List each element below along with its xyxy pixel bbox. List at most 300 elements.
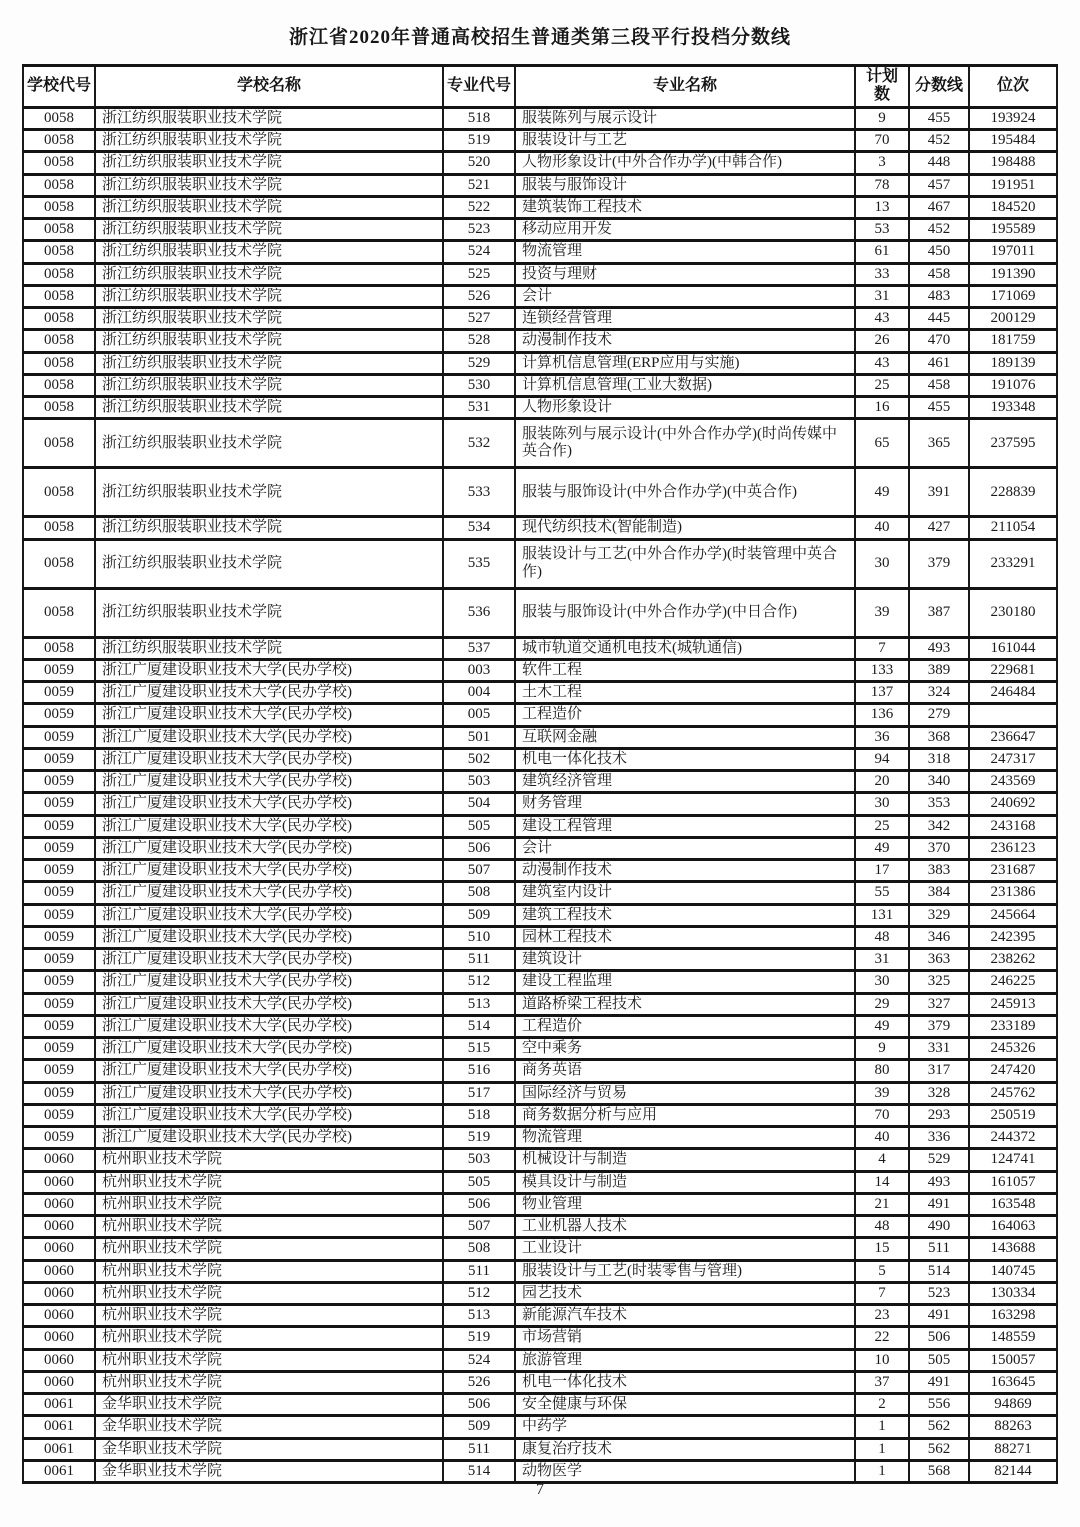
score-line-cell: 458 <box>909 374 969 396</box>
rank-cell: 88263 <box>969 1416 1057 1438</box>
school-code-cell: 0059 <box>23 1015 95 1037</box>
major-code-cell: 507 <box>443 860 515 882</box>
major-name-cell: 服装设计与工艺(时装零售与管理) <box>515 1260 855 1282</box>
school-code-cell: 0059 <box>23 1038 95 1060</box>
rank-cell: 236647 <box>969 726 1057 748</box>
score-line-cell: 467 <box>909 196 969 218</box>
school-code-cell: 0060 <box>23 1282 95 1304</box>
major-code-cell: 524 <box>443 1349 515 1371</box>
score-line-cell: 427 <box>909 517 969 539</box>
school-code-cell: 0059 <box>23 904 95 926</box>
plan-count-cell: 31 <box>855 949 909 971</box>
table-row <box>23 993 1057 1015</box>
major-code-cell: 512 <box>443 971 515 993</box>
rank-cell: 171069 <box>969 285 1057 307</box>
school-code-cell: 0058 <box>23 196 95 218</box>
major-code-cell: 519 <box>443 130 515 152</box>
school-name-cell: 浙江广厦建设职业技术大学(民办学校) <box>95 949 443 971</box>
rank-cell: 161057 <box>969 1171 1057 1193</box>
table-row <box>23 949 1057 971</box>
table-row <box>23 517 1057 539</box>
school-name-cell: 金华职业技术学院 <box>95 1394 443 1416</box>
score-line-cell: 491 <box>909 1305 969 1327</box>
major-name-cell: 建设工程监理 <box>515 971 855 993</box>
major-code-cell: 503 <box>443 771 515 793</box>
school-name-cell: 浙江广厦建设职业技术大学(民办学校) <box>95 1082 443 1104</box>
school-code-cell: 0058 <box>23 152 95 174</box>
school-name-cell: 杭州职业技术学院 <box>95 1327 443 1349</box>
school-code-cell: 0060 <box>23 1260 95 1282</box>
rank-cell: 148559 <box>969 1327 1057 1349</box>
school-code-cell: 0060 <box>23 1149 95 1171</box>
school-name-cell: 杭州职业技术学院 <box>95 1305 443 1327</box>
plan-count-cell: 36 <box>855 726 909 748</box>
plan-count-cell: 40 <box>855 1127 909 1149</box>
major-name-cell: 工业机器人技术 <box>515 1216 855 1238</box>
major-name-cell: 商务数据分析与应用 <box>515 1104 855 1126</box>
rank-cell: 242395 <box>969 926 1057 948</box>
school-code-cell: 0059 <box>23 993 95 1015</box>
major-code-cell: 510 <box>443 926 515 948</box>
rank-cell: 193348 <box>969 397 1057 419</box>
major-name-cell: 新能源汽车技术 <box>515 1305 855 1327</box>
table-row <box>23 1371 1057 1393</box>
rank-cell: 94869 <box>969 1394 1057 1416</box>
school-name-cell: 浙江广厦建设职业技术大学(民办学校) <box>95 904 443 926</box>
plan-count-cell: 49 <box>855 837 909 859</box>
major-name-cell: 动漫制作技术 <box>515 330 855 352</box>
plan-count-cell: 136 <box>855 704 909 726</box>
school-code-cell: 0058 <box>23 330 95 352</box>
school-code-cell: 0058 <box>23 419 95 468</box>
school-code-cell: 0058 <box>23 588 95 637</box>
major-name-cell: 人物形象设计(中外合作办学)(中韩合作) <box>515 152 855 174</box>
major-code-cell: 509 <box>443 904 515 926</box>
rank-cell: 233291 <box>969 539 1057 588</box>
major-code-cell: 505 <box>443 1171 515 1193</box>
table-row <box>23 748 1057 770</box>
major-code-cell: 502 <box>443 748 515 770</box>
rank-cell: 243168 <box>969 815 1057 837</box>
table-row <box>23 904 1057 926</box>
school-name-cell: 浙江纺织服装职业技术学院 <box>95 241 443 263</box>
table-row <box>23 1460 1057 1482</box>
major-code-cell: 526 <box>443 1371 515 1393</box>
table-row <box>23 1416 1057 1438</box>
score-line-cell: 365 <box>909 419 969 468</box>
rank-cell: 197011 <box>969 241 1057 263</box>
school-code-cell: 0061 <box>23 1460 95 1482</box>
major-code-cell: 517 <box>443 1082 515 1104</box>
plan-count-cell: 9 <box>855 107 909 129</box>
table-row <box>23 330 1057 352</box>
table-row <box>23 1127 1057 1149</box>
school-name-cell: 杭州职业技术学院 <box>95 1193 443 1215</box>
major-code-cell: 514 <box>443 1460 515 1482</box>
major-name-cell: 土木工程 <box>515 682 855 704</box>
school-code-cell: 0060 <box>23 1327 95 1349</box>
plan-count-cell: 43 <box>855 352 909 374</box>
major-name-cell: 会计 <box>515 837 855 859</box>
rank-cell: 184520 <box>969 196 1057 218</box>
table-row <box>23 1327 1057 1349</box>
rank-cell: 211054 <box>969 517 1057 539</box>
table-row <box>23 130 1057 152</box>
major-name-cell: 投资与理财 <box>515 263 855 285</box>
major-code-cell: 506 <box>443 1394 515 1416</box>
plan-count-cell: 20 <box>855 771 909 793</box>
score-line-cell: 491 <box>909 1193 969 1215</box>
school-code-cell: 0060 <box>23 1171 95 1193</box>
table-row <box>23 815 1057 837</box>
major-code-cell: 526 <box>443 285 515 307</box>
table-row <box>23 726 1057 748</box>
score-line-cell: 514 <box>909 1260 969 1282</box>
major-code-cell: 524 <box>443 241 515 263</box>
table-row <box>23 174 1057 196</box>
rank-cell: 189139 <box>969 352 1057 374</box>
school-code-cell: 0058 <box>23 219 95 241</box>
school-name-cell: 浙江广厦建设职业技术大学(民办学校) <box>95 993 443 1015</box>
table-row <box>23 682 1057 704</box>
major-code-cell: 507 <box>443 1216 515 1238</box>
school-code-cell: 0059 <box>23 748 95 770</box>
rank-cell: 245664 <box>969 904 1057 926</box>
school-name-cell: 浙江纺织服装职业技术学院 <box>95 196 443 218</box>
major-name-cell: 现代纺织技术(智能制造) <box>515 517 855 539</box>
major-code-cell: 536 <box>443 588 515 637</box>
rank-cell: 245762 <box>969 1082 1057 1104</box>
major-name-cell: 城市轨道交通机电技术(城轨通信) <box>515 637 855 659</box>
school-name-cell: 浙江纺织服装职业技术学院 <box>95 517 443 539</box>
school-name-cell: 浙江广厦建设职业技术大学(民办学校) <box>95 837 443 859</box>
table-row <box>23 837 1057 859</box>
school-name-cell: 浙江纺织服装职业技术学院 <box>95 130 443 152</box>
plan-count-cell: 23 <box>855 1305 909 1327</box>
school-name-cell: 浙江纺织服装职业技术学院 <box>95 419 443 468</box>
table-row <box>23 659 1057 681</box>
score-line-cell: 325 <box>909 971 969 993</box>
rank-cell: 250519 <box>969 1104 1057 1126</box>
score-line-cell: 448 <box>909 152 969 174</box>
school-name-cell: 杭州职业技术学院 <box>95 1260 443 1282</box>
table-row <box>23 285 1057 307</box>
major-code-cell: 501 <box>443 726 515 748</box>
table-row <box>23 926 1057 948</box>
rank-cell: 181759 <box>969 330 1057 352</box>
score-line-cell: 523 <box>909 1282 969 1304</box>
plan-count-cell: 14 <box>855 1171 909 1193</box>
plan-count-cell: 49 <box>855 468 909 517</box>
school-code-cell: 0059 <box>23 837 95 859</box>
header-major-name: 专业名称 <box>515 66 855 108</box>
major-name-cell: 工程造价 <box>515 1015 855 1037</box>
major-code-cell: 527 <box>443 308 515 330</box>
school-code-cell: 0058 <box>23 539 95 588</box>
rank-cell: 231687 <box>969 860 1057 882</box>
table-row <box>23 704 1057 726</box>
school-code-cell: 0058 <box>23 130 95 152</box>
rank-cell: 238262 <box>969 949 1057 971</box>
school-name-cell: 金华职业技术学院 <box>95 1416 443 1438</box>
rank-cell: 247420 <box>969 1060 1057 1082</box>
school-code-cell: 0059 <box>23 1082 95 1104</box>
major-code-cell: 535 <box>443 539 515 588</box>
major-code-cell: 533 <box>443 468 515 517</box>
major-code-cell: 503 <box>443 1149 515 1171</box>
rank-cell: 164063 <box>969 1216 1057 1238</box>
major-name-cell: 服装陈列与展示设计(中外合作办学)(时尚传媒中英合作) <box>515 419 855 468</box>
plan-count-cell: 25 <box>855 374 909 396</box>
major-name-cell: 移动应用开发 <box>515 219 855 241</box>
plan-count-cell: 30 <box>855 971 909 993</box>
school-code-cell: 0059 <box>23 726 95 748</box>
score-line-cell: 293 <box>909 1104 969 1126</box>
major-code-cell: 523 <box>443 219 515 241</box>
major-name-cell: 财务管理 <box>515 793 855 815</box>
school-name-cell: 浙江纺织服装职业技术学院 <box>95 468 443 517</box>
table-header <box>23 66 1057 108</box>
school-name-cell: 浙江广厦建设职业技术大学(民办学校) <box>95 1127 443 1149</box>
major-code-cell: 534 <box>443 517 515 539</box>
table-row <box>23 1104 1057 1126</box>
major-code-cell: 512 <box>443 1282 515 1304</box>
rank-cell: 243569 <box>969 771 1057 793</box>
plan-count-cell: 7 <box>855 637 909 659</box>
school-name-cell: 浙江广厦建设职业技术大学(民办学校) <box>95 882 443 904</box>
plan-count-cell: 65 <box>855 419 909 468</box>
school-code-cell: 0058 <box>23 374 95 396</box>
major-code-cell: 005 <box>443 704 515 726</box>
school-name-cell: 浙江纺织服装职业技术学院 <box>95 174 443 196</box>
plan-count-cell: 33 <box>855 263 909 285</box>
school-code-cell: 0059 <box>23 1104 95 1126</box>
plan-count-cell: 10 <box>855 1349 909 1371</box>
rank-cell <box>969 704 1057 726</box>
major-code-cell: 513 <box>443 1305 515 1327</box>
major-code-cell: 519 <box>443 1127 515 1149</box>
plan-count-cell: 131 <box>855 904 909 926</box>
rank-cell: 230180 <box>969 588 1057 637</box>
school-code-cell: 0059 <box>23 926 95 948</box>
plan-count-cell: 3 <box>855 152 909 174</box>
major-name-cell: 机电一体化技术 <box>515 748 855 770</box>
rank-cell: 163298 <box>969 1305 1057 1327</box>
major-name-cell: 服装设计与工艺 <box>515 130 855 152</box>
score-line-cell: 379 <box>909 1015 969 1037</box>
score-line-cell: 452 <box>909 130 969 152</box>
school-name-cell: 金华职业技术学院 <box>95 1438 443 1460</box>
table-row <box>23 637 1057 659</box>
school-code-cell: 0060 <box>23 1371 95 1393</box>
major-code-cell: 505 <box>443 815 515 837</box>
major-name-cell: 康复治疗技术 <box>515 1438 855 1460</box>
major-name-cell: 动漫制作技术 <box>515 860 855 882</box>
school-code-cell: 0059 <box>23 971 95 993</box>
major-code-cell: 529 <box>443 352 515 374</box>
score-line-cell: 391 <box>909 468 969 517</box>
plan-count-cell: 53 <box>855 219 909 241</box>
score-line-cell: 370 <box>909 837 969 859</box>
rank-cell: 245326 <box>969 1038 1057 1060</box>
major-code-cell: 528 <box>443 330 515 352</box>
score-line-cell: 279 <box>909 704 969 726</box>
score-line-cell: 328 <box>909 1082 969 1104</box>
plan-count-cell: 61 <box>855 241 909 263</box>
table-row <box>23 468 1057 517</box>
school-name-cell: 浙江广厦建设职业技术大学(民办学校) <box>95 793 443 815</box>
major-code-cell: 518 <box>443 107 515 129</box>
score-line-cell: 329 <box>909 904 969 926</box>
plan-count-cell: 30 <box>855 539 909 588</box>
plan-count-cell: 26 <box>855 330 909 352</box>
school-name-cell: 浙江纺织服装职业技术学院 <box>95 107 443 129</box>
major-name-cell: 计算机信息管理(ERP应用与实施) <box>515 352 855 374</box>
major-name-cell: 物流管理 <box>515 241 855 263</box>
school-code-cell: 0058 <box>23 263 95 285</box>
major-name-cell: 模具设计与制造 <box>515 1171 855 1193</box>
score-line-cell: 353 <box>909 793 969 815</box>
plan-count-cell: 39 <box>855 1082 909 1104</box>
score-line-cell: 383 <box>909 860 969 882</box>
table-row <box>23 1171 1057 1193</box>
table-row <box>23 397 1057 419</box>
plan-count-cell: 13 <box>855 196 909 218</box>
header-major-code: 专业代号 <box>443 66 515 108</box>
rank-cell: 246484 <box>969 682 1057 704</box>
plan-count-cell: 5 <box>855 1260 909 1282</box>
score-line-cell: 491 <box>909 1371 969 1393</box>
plan-count-cell: 17 <box>855 860 909 882</box>
school-code-cell: 0059 <box>23 682 95 704</box>
plan-count-cell: 4 <box>855 1149 909 1171</box>
school-code-cell: 0058 <box>23 285 95 307</box>
score-line-cell: 346 <box>909 926 969 948</box>
header-score-line: 分数线 <box>909 66 969 108</box>
table-row <box>23 588 1057 637</box>
score-line-cell: 562 <box>909 1416 969 1438</box>
score-line-cell: 387 <box>909 588 969 637</box>
school-name-cell: 浙江纺织服装职业技术学院 <box>95 397 443 419</box>
score-line-cell: 562 <box>909 1438 969 1460</box>
plan-count-cell: 80 <box>855 1060 909 1082</box>
page-number: 7 <box>536 1481 544 1498</box>
school-code-cell: 0059 <box>23 1060 95 1082</box>
major-name-cell: 工程造价 <box>515 704 855 726</box>
major-code-cell: 525 <box>443 263 515 285</box>
score-line-cell: 505 <box>909 1349 969 1371</box>
score-line-cell: 363 <box>909 949 969 971</box>
header-plan-count: 计划数 <box>855 66 909 108</box>
table-row <box>23 1305 1057 1327</box>
school-name-cell: 浙江广厦建设职业技术大学(民办学校) <box>95 748 443 770</box>
table-row <box>23 419 1057 468</box>
major-name-cell: 建筑设计 <box>515 949 855 971</box>
school-code-cell: 0059 <box>23 949 95 971</box>
major-name-cell: 计算机信息管理(工业大数据) <box>515 374 855 396</box>
page-title: 浙江省2020年普通高校招生普通类第三段平行投档分数线 <box>288 27 791 48</box>
table-row <box>23 1349 1057 1371</box>
rank-cell: 191951 <box>969 174 1057 196</box>
major-code-cell: 508 <box>443 1238 515 1260</box>
major-name-cell: 中药学 <box>515 1416 855 1438</box>
major-name-cell: 建筑经济管理 <box>515 771 855 793</box>
rank-cell: 228839 <box>969 468 1057 517</box>
rank-cell: 245913 <box>969 993 1057 1015</box>
rank-cell: 191076 <box>969 374 1057 396</box>
rank-cell: 193924 <box>969 107 1057 129</box>
major-code-cell: 518 <box>443 1104 515 1126</box>
major-name-cell: 人物形象设计 <box>515 397 855 419</box>
school-code-cell: 0058 <box>23 397 95 419</box>
rank-cell: 140745 <box>969 1260 1057 1282</box>
major-name-cell: 会计 <box>515 285 855 307</box>
plan-count-cell: 1 <box>855 1416 909 1438</box>
score-line-cell: 368 <box>909 726 969 748</box>
major-code-cell: 506 <box>443 1193 515 1215</box>
header-row <box>23 66 1057 108</box>
school-code-cell: 0059 <box>23 815 95 837</box>
school-name-cell: 浙江广厦建设职业技术大学(民办学校) <box>95 860 443 882</box>
rank-cell: 150057 <box>969 1349 1057 1371</box>
school-name-cell: 浙江广厦建设职业技术大学(民办学校) <box>95 682 443 704</box>
table-row <box>23 1438 1057 1460</box>
score-line-cell: 493 <box>909 1171 969 1193</box>
school-name-cell: 杭州职业技术学院 <box>95 1349 443 1371</box>
major-name-cell: 服装陈列与展示设计 <box>515 107 855 129</box>
school-code-cell: 0058 <box>23 352 95 374</box>
score-line-cell: 384 <box>909 882 969 904</box>
table-row <box>23 1015 1057 1037</box>
major-name-cell: 建筑装饰工程技术 <box>515 196 855 218</box>
plan-count-cell: 7 <box>855 1282 909 1304</box>
rank-cell: 130334 <box>969 1282 1057 1304</box>
major-name-cell: 软件工程 <box>515 659 855 681</box>
major-code-cell: 522 <box>443 196 515 218</box>
major-code-cell: 519 <box>443 1327 515 1349</box>
school-name-cell: 浙江纺织服装职业技术学院 <box>95 263 443 285</box>
score-line-cell: 331 <box>909 1038 969 1060</box>
school-name-cell: 浙江广厦建设职业技术大学(民办学校) <box>95 815 443 837</box>
plan-count-cell: 9 <box>855 1038 909 1060</box>
table-row <box>23 1038 1057 1060</box>
major-code-cell: 511 <box>443 1260 515 1282</box>
school-code-cell: 0060 <box>23 1193 95 1215</box>
table-row <box>23 219 1057 241</box>
rank-cell: 240692 <box>969 793 1057 815</box>
table-row <box>23 1060 1057 1082</box>
major-code-cell: 537 <box>443 637 515 659</box>
school-name-cell: 浙江纺织服装职业技术学院 <box>95 539 443 588</box>
school-code-cell: 0059 <box>23 860 95 882</box>
plan-count-cell: 49 <box>855 1015 909 1037</box>
major-name-cell: 道路桥梁工程技术 <box>515 993 855 1015</box>
school-name-cell: 浙江广厦建设职业技术大学(民办学校) <box>95 726 443 748</box>
rank-cell: 231386 <box>969 882 1057 904</box>
major-code-cell: 504 <box>443 793 515 815</box>
school-code-cell: 0059 <box>23 1127 95 1149</box>
table-row <box>23 107 1057 129</box>
score-line-cell: 389 <box>909 659 969 681</box>
school-name-cell: 浙江广厦建设职业技术大学(民办学校) <box>95 926 443 948</box>
major-name-cell: 动物医学 <box>515 1460 855 1482</box>
school-name-cell: 浙江广厦建设职业技术大学(民办学校) <box>95 971 443 993</box>
score-line-cell: 455 <box>909 107 969 129</box>
major-name-cell: 空中乘务 <box>515 1038 855 1060</box>
plan-count-cell: 16 <box>855 397 909 419</box>
rank-cell: 198488 <box>969 152 1057 174</box>
school-name-cell: 浙江纺织服装职业技术学院 <box>95 588 443 637</box>
